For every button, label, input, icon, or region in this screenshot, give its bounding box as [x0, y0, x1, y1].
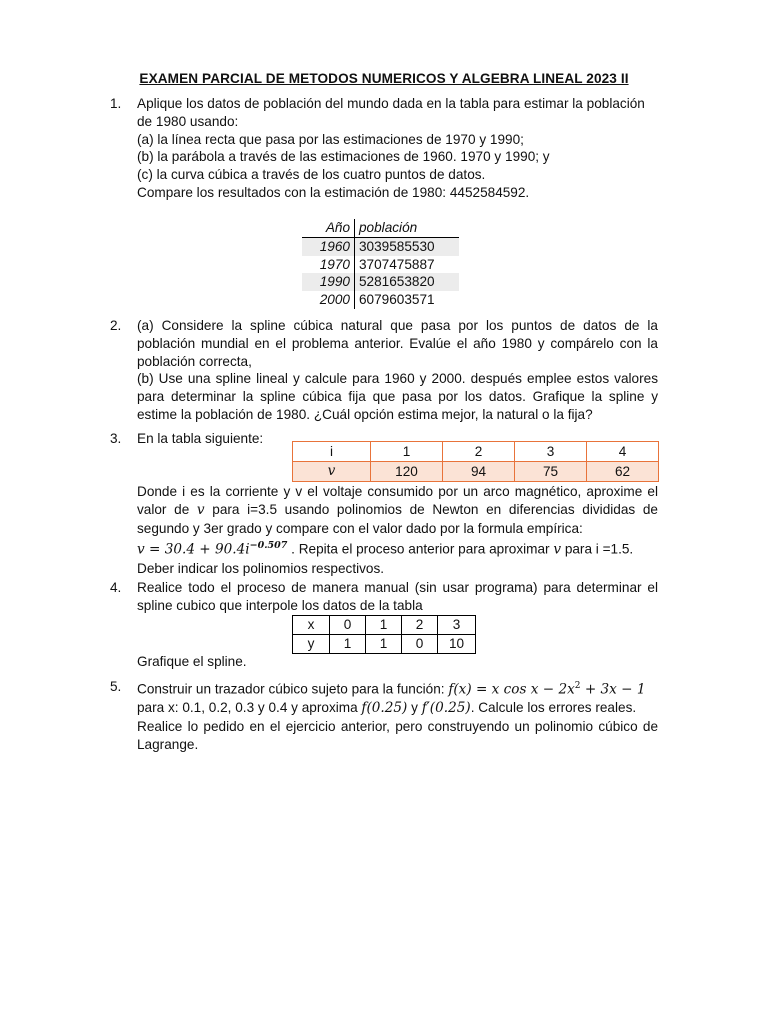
q5-line-1 — [137, 678, 658, 699]
function-exponent: 2 — [574, 681, 581, 691]
q5-line-2 — [137, 699, 658, 718]
v-cell: 94 — [443, 462, 515, 482]
current-voltage-table — [292, 441, 659, 482]
variable-v: v — [553, 541, 562, 558]
x-cell: 0 — [330, 616, 366, 635]
q3-text-2a: . Repita el proceso anterior para aproximar — [291, 541, 550, 557]
table-row — [302, 237, 459, 255]
question-2 — [110, 317, 658, 424]
question-number: 3. — [110, 431, 122, 446]
table-row — [293, 442, 659, 462]
i-cell: 1 — [371, 442, 443, 462]
year-cell: 1990 — [302, 273, 355, 291]
population-cell: 6079603571 — [359, 292, 435, 308]
formula-exponent: −0.507 — [249, 540, 288, 552]
i-cell: 2 — [443, 442, 515, 462]
exam-title: EXAMEN PARCIAL DE METODOS NUMERICOS Y ALGEBRA LINEAL 2023 II — [139, 71, 629, 86]
i-cell: 3 — [515, 442, 587, 462]
question-4 — [110, 579, 658, 615]
q2-part-a: (a) Considere la spline cúbica natural que pasa por los puntos de datos de la población mundial en el problema anterior. Evalúe el año 1980 y compárelo con la población correcta, — [137, 318, 658, 369]
q5-text-a: Construir un trazador cúbico sujeto para la función: — [137, 681, 445, 697]
v-cell: 62 — [587, 462, 659, 482]
function-tail: + 3x − 1 — [580, 681, 646, 698]
q4-text: Realice todo el proceso de manera manual (sin usar programa) para determinar el spline cubico que interpole los datos de la tabla — [137, 580, 658, 613]
population-cell: 3039585530 — [355, 237, 460, 255]
q1-line-6: Compare los resultados con la estimación de 1980: 4452584592. — [137, 184, 530, 200]
population-cell: 5281653820 — [355, 273, 460, 291]
function-definition: f(x) = x cos x − 2x — [448, 681, 575, 698]
row-label-v: v — [293, 462, 371, 482]
q1-line-5: (c) la curva cúbica a través de los cuatro puntos de datos. — [137, 167, 486, 183]
header-population: población — [355, 219, 460, 237]
q5-text-d: Realice lo pedido en el ejercicio anterior, pero construyendo un polinomio cúbico de Lagrange. — [137, 719, 658, 752]
v-cell: 120 — [371, 462, 443, 482]
table-row — [293, 634, 476, 653]
q3-text-2b: para i =1.5. — [564, 541, 634, 557]
v-cell: 75 — [515, 462, 587, 482]
q3-intro: En la tabla siguiente: — [137, 431, 264, 446]
question-number: 2. — [110, 318, 122, 333]
f-at-025: f(0.25) — [361, 700, 408, 717]
q3-paragraph — [137, 483, 658, 537]
question-1 — [110, 95, 658, 202]
q5-and: y — [411, 700, 418, 716]
i-cell: 4 — [587, 442, 659, 462]
x-cell: 3 — [438, 616, 476, 635]
question-4-after — [110, 653, 658, 671]
q4-after: Grafique el spline. — [137, 654, 247, 669]
population-cell: 3707475887 — [359, 256, 435, 272]
q5-text-c: . Calcule los errores reales. — [470, 700, 637, 716]
x-cell: 2 — [402, 616, 438, 635]
q1-line-4: (b) la parábola a través de las estimaciones de 1960. 1970 y 1990; y — [137, 149, 550, 165]
variable-v: v — [196, 501, 205, 518]
q3-text-1a: Donde i es la corriente y v el voltaje consumido por un arco magnético, aproxime el valor de — [137, 484, 658, 517]
header-year: Año — [302, 219, 355, 237]
xy-data-table — [292, 615, 476, 654]
y-label: y — [293, 634, 330, 653]
table-row — [302, 256, 459, 274]
year-cell: 1970 — [302, 256, 355, 274]
x-label: x — [293, 616, 330, 635]
question-5 — [110, 678, 658, 754]
q1-line-2: de 1980 usando: — [137, 113, 239, 129]
table-row — [302, 291, 459, 309]
question-number: 5. — [110, 679, 122, 694]
q3-text-1b: para i=3.5 usando polinomios de Newton en diferencias divididas de segundo y 3er grado y compare con el valor dado por la formula empírica: — [137, 501, 658, 536]
year-cell: 1960 — [302, 237, 355, 255]
question-number: 1. — [110, 96, 122, 111]
row-label-i: i — [293, 442, 371, 462]
x-cell: 1 — [366, 616, 402, 635]
q3-text-3: Deber indicar los polinomios respectivos. — [137, 560, 385, 576]
y-cell: 1 — [330, 634, 366, 653]
y-cell: 10 — [438, 634, 476, 653]
question-3-continued — [110, 483, 658, 578]
question-number: 4. — [110, 580, 122, 595]
table-row — [293, 462, 659, 482]
q2-part-b: (b) Use una spline lineal y calcule para 1960 y 2000. después emplee estos valores para determinar la spline cúbica fija que pasa por los datos. Grafique la spline y estime la población de 1980. ¿Cuál opción estima mejor, la natural o la fija? — [137, 371, 658, 422]
year-cell: 2000 — [302, 291, 355, 309]
q1-line-1: Aplique los datos de población del mundo dada en la tabla para estimar la población — [137, 96, 645, 111]
q3-formula-line — [137, 537, 658, 559]
q5-text-b: para x: 0.1, 0.2, 0.3 y 0.4 y aproxima — [137, 700, 358, 716]
empirical-formula: v = 30.4 + 90.4i — [137, 541, 250, 558]
population-table — [302, 219, 459, 309]
table-row — [293, 616, 476, 635]
y-cell: 0 — [402, 634, 438, 653]
table-row — [302, 273, 459, 291]
fprime-at-025: f′(0.25) — [421, 700, 471, 717]
y-cell: 1 — [366, 634, 402, 653]
q1-line-3: (a) la línea recta que pasa por las estimaciones de 1970 y 1990; — [137, 131, 524, 147]
